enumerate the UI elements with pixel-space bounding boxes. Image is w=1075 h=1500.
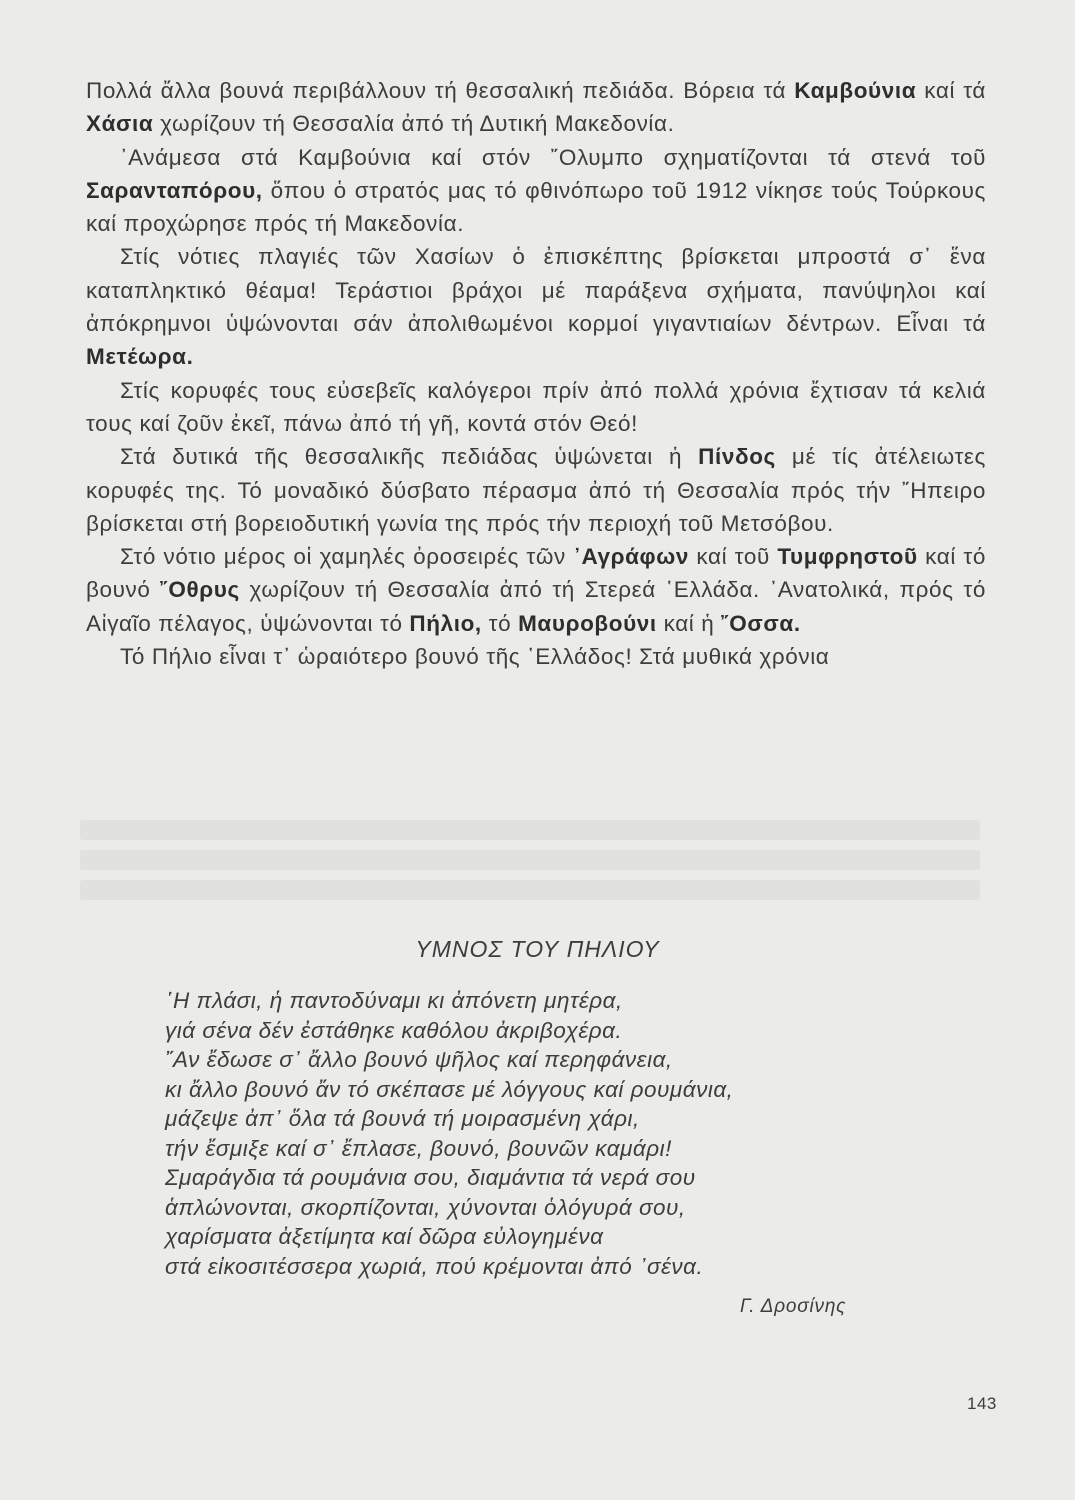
- paragraph-pelion: [86, 640, 986, 673]
- bold-term: Καμβούνια: [794, 78, 917, 103]
- bold-term: Τυμφρηστοῦ: [777, 544, 918, 570]
- page-number: 143: [967, 1394, 997, 1413]
- poem-line: χαρίσματα ἀξετίμητα καί δῶρα εὐλογημένα: [165, 1224, 604, 1249]
- poem-body: [165, 986, 965, 1281]
- bleed-through-shadow: [80, 820, 980, 910]
- text-run: ὅπου ὁ στρατός μας τό φθινόπωρο τοῦ 1912 νίκησε τούς Τούρκους καί προχώρησε πρός τή Μακεδονία.: [86, 177, 986, 237]
- text-run: καί τά: [916, 78, 986, 103]
- bold-term: Μαυροβούνι: [518, 610, 657, 636]
- text-run: Στά δυτικά τῆς θεσσαλικῆς πεδιάδας ὑψώνεται ἡ: [120, 444, 699, 470]
- paragraph-monks: [86, 374, 986, 441]
- poem-title: ΥΜΝΟΣ ΤΟΥ ΠΗΛΙΟΥ: [415, 936, 660, 962]
- text-run: χωρίζουν τή Θεσσαλία ἀπό τή Στερεά ῾Ελλάδα. ᾿Ανατολικά, πρός τό Αἰγαῖο πέλαγος, ὑψώνονται τό: [86, 577, 986, 636]
- bold-term: ῎Οσσα.: [721, 610, 801, 636]
- bold-term: ᾿Αγράφων: [573, 544, 689, 570]
- poem-line: κι ἄλλο βουνό ἄν τό σκέπασε μέ λόγγους καί ρουμάνια,: [165, 1076, 734, 1102]
- text-run: καί τό βουνό: [86, 544, 986, 603]
- text-run: καί τοῦ: [688, 544, 778, 570]
- paragraph-pindos: [86, 440, 986, 540]
- bold-term: Μετέωρα.: [86, 344, 194, 370]
- poem-author: Γ. Δροσίνης: [740, 1296, 847, 1317]
- paragraph-southern-mountains: [86, 540, 986, 640]
- poem-line: Σμαράγδια τά ρουμάνια σου, διαμάντια τά νερά σου: [165, 1165, 696, 1190]
- poem-line: τήν ἔσμιξε καί σ᾿ ἔπλασε, βουνό, βουνῶν καμάρι!: [165, 1135, 672, 1161]
- text-run: Τό Πήλιο εἶναι τ᾿ ὡραιότερο βουνό τῆς ῾Ελλάδος! Στά μυθικά χρόνια: [120, 644, 830, 670]
- text-run: τό: [481, 610, 519, 636]
- paragraph-northern-mountains: [86, 74, 986, 141]
- poem-line: ῎Αν ἔδωσε σ᾿ ἄλλο βουνό ψῆλος καί περηφάνεια,: [165, 1047, 673, 1072]
- text-run: Πολλά ἄλλα βουνά περιβάλλουν τή θεσσαλική πεδιάδα. Βόρεια τά: [86, 78, 795, 103]
- text-run: Στίς κορυφές τους εὐσεβεῖς καλόγεροι πρίν ἀπό πολλά χρόνια ἔχτισαν τά κελιά τους καί ζοῦν ἐκεῖ, πάνω ἀπό τή γῆ, κοντά στόν Θεό!: [86, 377, 986, 436]
- text-run: Στό νότιο μέρος οἱ χαμηλές ὀροσειρές τῶν: [120, 544, 574, 570]
- poem-line: γιά σένα δέν ἐστάθηκε καθόλου ἀκριβοχέρα.: [165, 1017, 623, 1043]
- text-run: χωρίζουν τή Θεσσαλία ἀπό τή Δυτική Μακεδονία.: [153, 111, 675, 137]
- paragraph-meteora: [86, 240, 986, 373]
- bold-term: Σαρανταπόρου,: [86, 177, 263, 203]
- bold-term: Πίνδος: [698, 444, 776, 470]
- text-run: Στίς νότιες πλαγιές τῶν Χασίων ὁ ἐπισκέπτης βρίσκεται μπροστά σ᾿ ἕνα καταπληκτικό θέαμα! Τεράστιοι βράχοι μέ παράξενα σχήματα, πανύψηλοι καί ἀπόκρημνοι ὑψώνονται σάν ἀπολιθωμένοι κορμοί γιγαντιαίων δέντρων. Εἶναι τά: [86, 244, 986, 337]
- poem-line: στά εἰκοσιτέσσερα χωριά, πού κρέμονται ἀπό ᾿σένα.: [165, 1253, 704, 1279]
- text-run: μέ τίς ἀτέλειωτες κορυφές της. Τό μοναδικό δύσβατο πέρασμα ἀπό τή Θεσσαλία πρός τήν ῎Ηπειρο βρίσκεται στή βορειοδυτική γωνία της πρός τήν περιοχή τοῦ Μετσόβου.: [86, 444, 987, 536]
- prose-text: [86, 74, 986, 673]
- poem-line: μάζεψε ἀπ᾿ ὅλα τά βουνά τή μοιρασμένη χάρι,: [165, 1106, 640, 1131]
- text-run: ᾿Ανάμεσα στά Καμβούνια καί στόν ῎Ολυμπο σχηματίζονται τά στενά τοῦ: [120, 144, 986, 170]
- bold-term: ῎Οθρυς: [160, 577, 240, 603]
- poem-line: ῾Η πλάσι, ἡ παντοδύναμι κι ἀπόνετη μητέρα,: [165, 988, 623, 1013]
- poem-line: ἁπλώνονται, σκορπίζονται, χύνονται ὁλόγυρά σου,: [165, 1194, 686, 1220]
- paragraph-sarantaporo: [86, 141, 986, 241]
- text-run: καί ἡ: [656, 610, 722, 636]
- bold-term: Χάσια: [86, 111, 154, 137]
- bold-term: Πήλιο,: [409, 610, 482, 636]
